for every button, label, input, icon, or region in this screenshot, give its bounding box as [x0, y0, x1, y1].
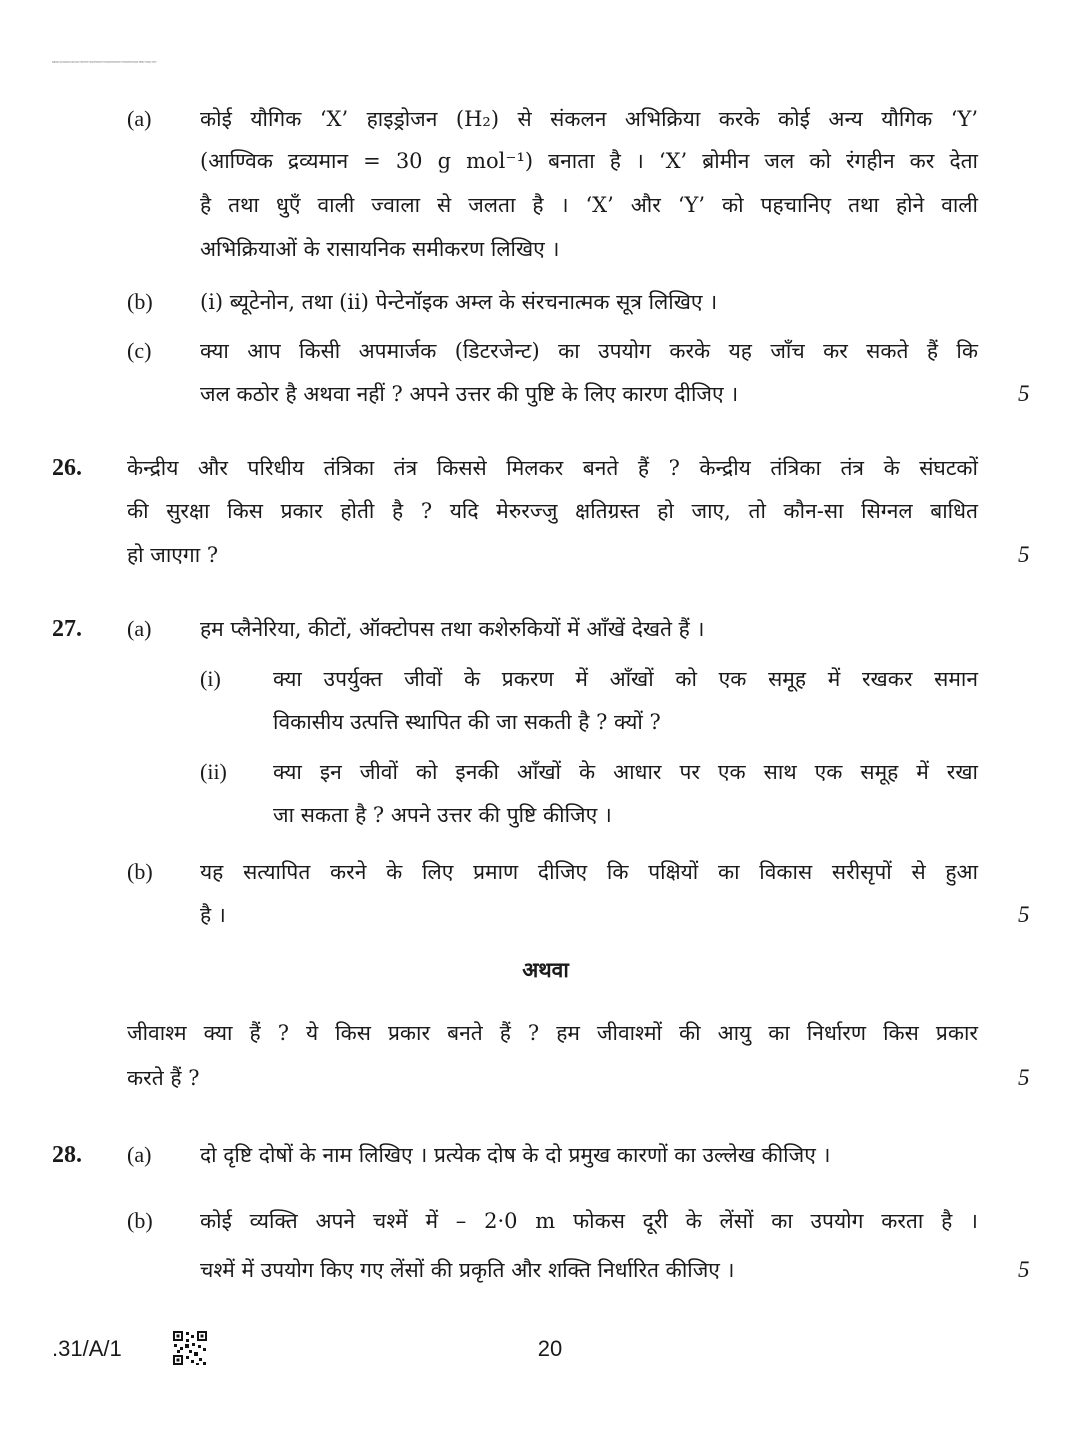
- q27-b-line-1: यह सत्यापित करने के लिए प्रमाण दीजिए कि पक्षियों का विकास सरीसृपों से हुआ: [200, 860, 978, 884]
- q28-number: 28.: [52, 1142, 82, 1168]
- q26-line-1: केन्द्रीय और परिधीय तंत्रिका तंत्र किससे मिलकर बनते हैं ? केन्द्रीय तंत्रिका तंत्र के संघटकों: [127, 456, 978, 480]
- q28-a-label: (a): [127, 1142, 152, 1167]
- q25-a-label: (a): [127, 106, 152, 131]
- page-number: 20: [537, 1336, 563, 1361]
- q27-a-label: (a): [127, 616, 152, 641]
- q27-a-line: हम प्लैनेरिया, कीटों, ऑक्टोपस तथा कशेरुकियों में आँखें देखते हैं ।: [200, 617, 705, 641]
- q25-a-line-3: है तथा धुएँ वाली ज्वाला से जलता है । ‘X’ और ‘Y’ को पहचानिए तथा होने वाली: [200, 193, 978, 217]
- q27-i-label: (i): [200, 666, 221, 691]
- q26-line-2: की सुरक्षा किस प्रकार होती है ? यदि मेरुरज्जु क्षतिग्रस्त हो जाए, तो कौन-सा सिग्नल बाधित: [127, 499, 978, 523]
- q28-b-line-1: कोई व्यक्ति अपने चश्में में – 2·0 m फोकस दूरी के लेंसों का उपयोग करता है ।: [200, 1209, 978, 1233]
- q25-c-line-1: क्या आप किसी अपमार्जक (डिटरजेन्ट) का उपयोग करके यह जाँच कर सकते हैं कि: [200, 339, 978, 363]
- q25-b-line: (i) ब्यूटेनोन, तथा (ii) पेन्टेनॉइक अम्ल के संरचनात्मक सूत्र लिखिए ।: [200, 290, 718, 314]
- q27-or-marks: 5: [1018, 1065, 1030, 1090]
- q27-ii-label: (ii): [200, 759, 227, 784]
- paper-code: .31/A/1: [52, 1336, 122, 1361]
- q25-b-label: (b): [127, 289, 153, 314]
- q27-ii-line-1: क्या इन जीवों को इनकी आँखों के आधार पर एक साथ एक समूह में रखा: [273, 760, 978, 784]
- q27-b-line-2: है ।: [200, 903, 226, 927]
- q25-c-label: (c): [127, 338, 152, 363]
- q27-number: 27.: [52, 616, 82, 642]
- q26-line-3: हो जाएगा ?: [127, 543, 219, 567]
- q28-b-label: (b): [127, 1208, 153, 1233]
- q27-marks: 5: [1018, 902, 1030, 927]
- header-code-strip: WBSKSKSKKDOKOSKTKMTHTKWTHWHTHTHWHTHWHTHTHWHTHKWTHMKTHSKTHT: [52, 60, 157, 64]
- q25-a-line-1: कोई यौगिक ‘X’ हाइड्रोजन (H₂) से संकलन अभिक्रिया करके कोई अन्य यौगिक ‘Y’: [200, 107, 978, 131]
- q28-a-line: दो दृष्टि दोषों के नाम लिखिए । प्रत्येक दोष के दो प्रमुख कारणों का उल्लेख कीजिए ।: [200, 1143, 831, 1167]
- q25-c-line-2: जल कठोर है अथवा नहीं ? अपने उत्तर की पुष्टि के लिए कारण दीजिए ।: [200, 382, 739, 406]
- q27-i-line-1: क्या उपर्युक्त जीवों के प्रकरण में आँखों को एक समूह में रखकर समान: [273, 667, 978, 691]
- q27-ii-line-2: जा सकता है ? अपने उत्तर की पुष्टि कीजिए ।: [273, 803, 612, 827]
- q28-b-line-2: चश्में में उपयोग किए गए लेंसों की प्रकृति और शक्ति निर्धारित कीजिए ।: [200, 1258, 735, 1282]
- q26-marks: 5: [1018, 542, 1030, 567]
- q25-marks: 5: [1018, 381, 1030, 406]
- or-heading: अथवा: [522, 957, 569, 982]
- q28-marks: 5: [1018, 1257, 1030, 1282]
- q26-number: 26.: [52, 455, 82, 481]
- q27-b-label: (b): [127, 859, 153, 884]
- q27-i-line-2: विकासीय उत्पत्ति स्थापित की जा सकती है ? क्यों ?: [273, 710, 661, 734]
- q27-or-line-1: जीवाश्म क्या हैं ? ये किस प्रकार बनते हैं ? हम जीवाश्मों की आयु का निर्धारण किस प्रकार: [127, 1021, 978, 1045]
- q25-a-line-2: (आण्विक द्रव्यमान = 30 g mol⁻¹) बनाता है । ‘X’ ब्रोमीन जल को रंगहीन कर देता: [200, 149, 978, 173]
- q27-or-line-2: करते हैं ?: [127, 1066, 200, 1090]
- q25-a-line-4: अभिक्रियाओं के रासायनिक समीकरण लिखिए ।: [200, 237, 560, 261]
